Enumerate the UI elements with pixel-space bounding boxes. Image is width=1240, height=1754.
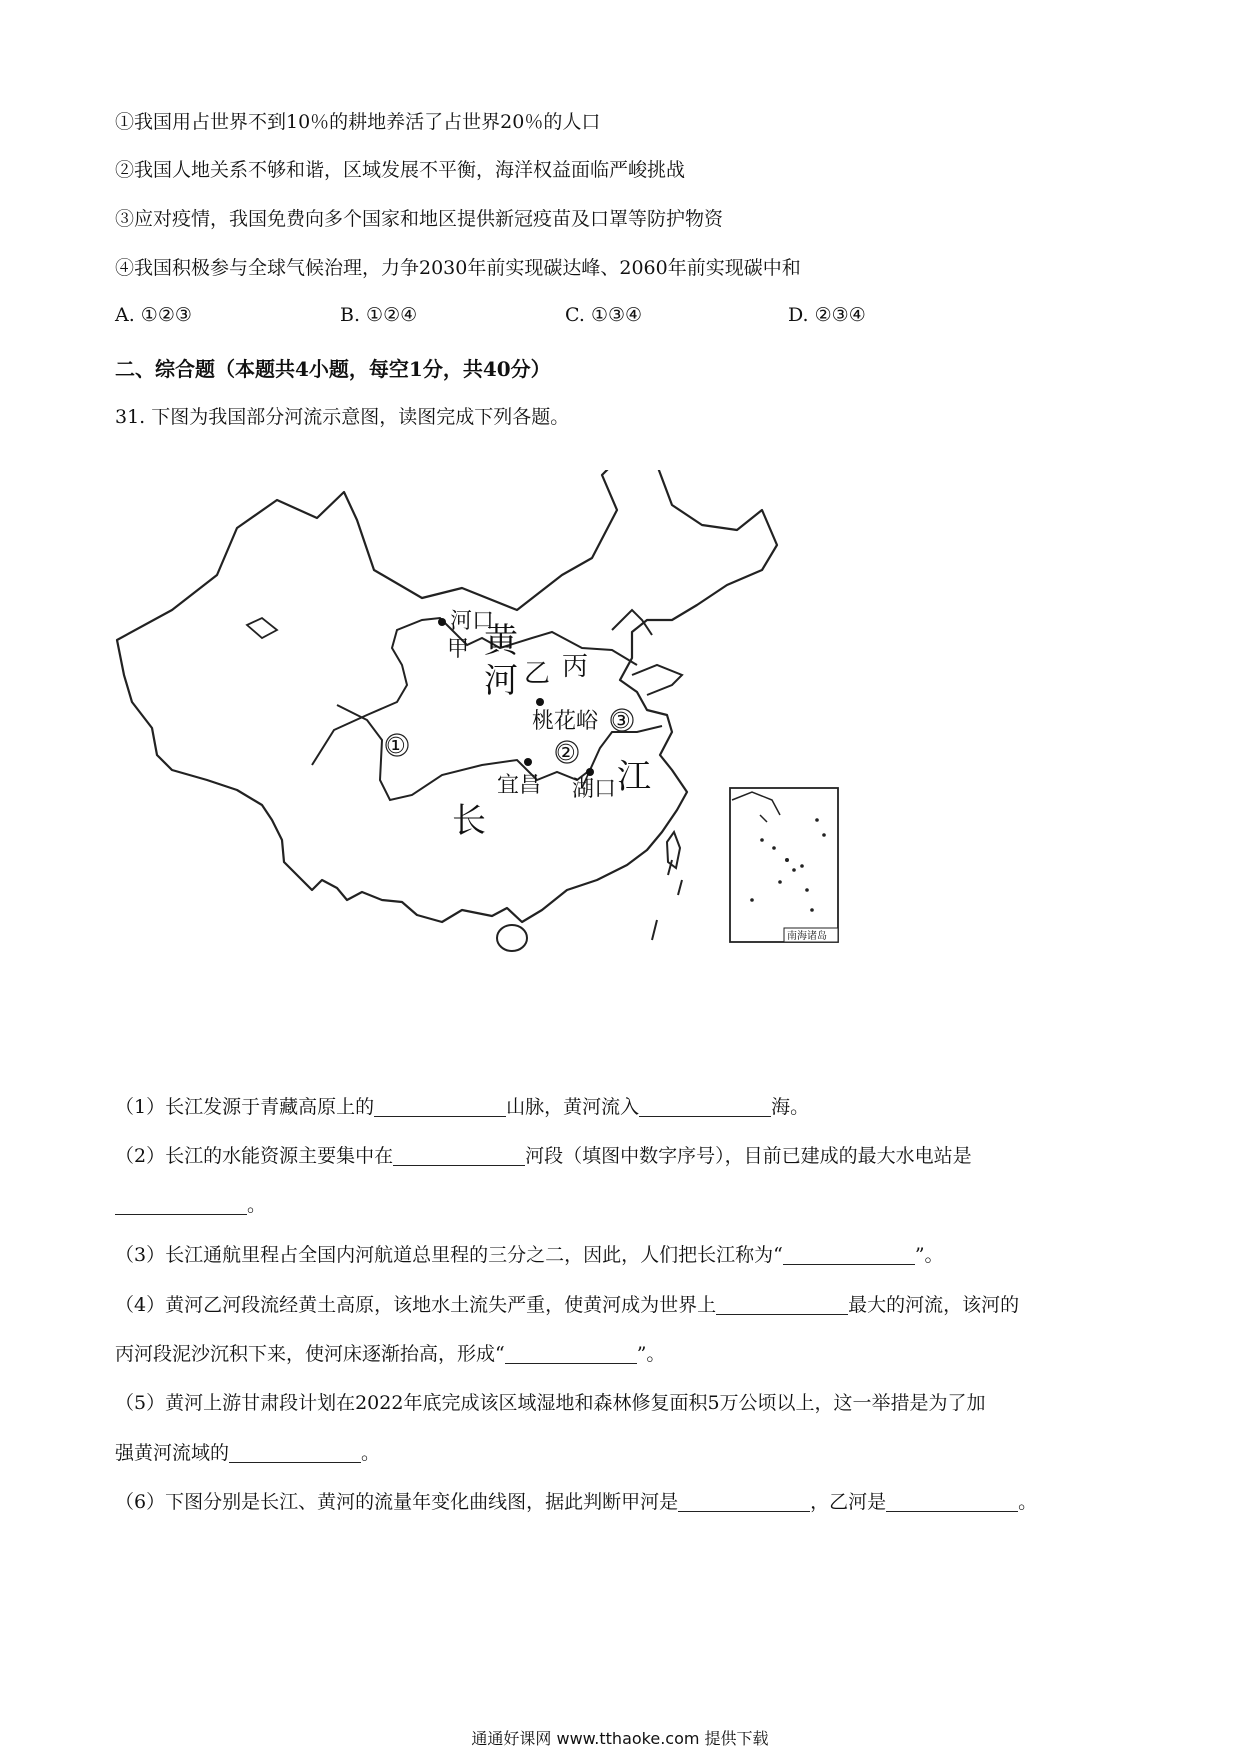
question-3: （3）长江通航里程占全国内河航道总里程的三分之二，因此，人们把长江称为“ ”。 — [115, 1244, 944, 1266]
yichang-point — [524, 758, 532, 766]
option-d[interactable]: D. ②③④ — [788, 304, 866, 326]
answer-blank-2a[interactable] — [393, 1144, 525, 1166]
south-china-sea-inset — [730, 788, 838, 942]
section-heading: 二、综合题（本题共4小题，每空1分，共40分） — [115, 357, 551, 381]
label-yi: 乙 — [524, 659, 551, 689]
question-31-intro: 31. 下图为我国部分河流示意图，读图完成下列各题。 — [115, 406, 570, 428]
statement-4: ④我国积极参与全球气候治理，力争2030年前实现碳达峰、2060年前实现碳中和 — [115, 257, 801, 279]
label-jia: 甲 — [447, 637, 470, 662]
hekou-point — [438, 618, 446, 626]
label-hekou: 河口 — [450, 609, 495, 634]
taohuayu-point — [536, 698, 544, 706]
statement-1: ①我国用占世界不到10％的耕地养活了占世界20％的人口 — [115, 111, 601, 133]
label-yichang: 宜昌 — [497, 773, 542, 798]
option-b[interactable]: B. ①②④ — [340, 304, 418, 326]
label-bing: 丙 — [562, 652, 589, 682]
question-1: （1）长江发源于青藏高原上的 山脉，黄河流入 海。 — [115, 1096, 810, 1118]
question-5-cont: 强黄河流域的 。 — [115, 1442, 381, 1464]
inset-label: 南海诸岛 — [787, 931, 827, 942]
china-river-map — [112, 470, 952, 1070]
statement-3: ③应对疫情，我国免费向多个国家和地区提供新冠疫苗及口罩等防护物资 — [115, 208, 724, 230]
taiwan-island — [667, 832, 680, 868]
answer-blank-1a[interactable] — [374, 1095, 506, 1117]
answer-blank-2b[interactable] — [115, 1193, 247, 1215]
hukou-point — [586, 768, 594, 776]
question-6: （6）下图分别是长江、黄河的流量年变化曲线图，据此判断甲河是 ，乙河是 。 — [115, 1491, 1038, 1513]
label-hukou: 湖口 — [572, 777, 617, 802]
label-huang: 黄 — [484, 621, 518, 661]
option-a[interactable]: A. ①②③ — [115, 304, 192, 326]
statement-2: ②我国人地关系不够和谐，区域发展不平衡，海洋权益面临严峻挑战 — [115, 159, 686, 181]
answer-blank-1b[interactable] — [639, 1095, 771, 1117]
question-5: （5）黄河上游甘肃段计划在2022年底完成该区域湿地和森林修复面积5万公顷以上，这一举措是为了加 — [115, 1392, 986, 1414]
label-jiang: 江 — [617, 757, 651, 797]
label-n3: ③ — [611, 709, 631, 734]
label-n1: ① — [386, 734, 406, 759]
answer-blank-5[interactable] — [229, 1441, 361, 1463]
question-4: （4）黄河乙河段流经黄土高原，该地水土流失严重，使黄河成为世界上 最大的河流，该河的 — [115, 1294, 1020, 1316]
answer-blank-4a[interactable] — [716, 1293, 848, 1315]
answer-blank-4b[interactable] — [505, 1342, 637, 1364]
question-2-cont: 。 — [115, 1190, 266, 1217]
label-chang: 长 — [452, 801, 486, 841]
answer-blank-3[interactable] — [783, 1243, 915, 1265]
question-2: （2）长江的水能资源主要集中在 河段（填图中数字序号），目前已建成的最大水电站是 — [115, 1145, 972, 1167]
question-4-cont: 丙河段泥沙沉积下来，使河床逐渐抬高，形成“ ”。 — [115, 1343, 666, 1365]
label-n2: ② — [556, 741, 576, 766]
option-c[interactable]: C. ①③④ — [565, 304, 643, 326]
page-footer: 通通好课网 www.tthaoke.com 提供下载 — [471, 1729, 769, 1748]
hainan-island — [497, 925, 527, 951]
answer-blank-6b[interactable] — [886, 1490, 1018, 1512]
label-he: 河 — [484, 661, 518, 701]
shandong-peninsula — [632, 665, 682, 695]
yellow-river-line — [312, 618, 637, 765]
qinghai-lake — [247, 618, 277, 638]
answer-blank-6a[interactable] — [678, 1490, 810, 1512]
label-taohuayu: 桃花峪 — [532, 709, 599, 734]
